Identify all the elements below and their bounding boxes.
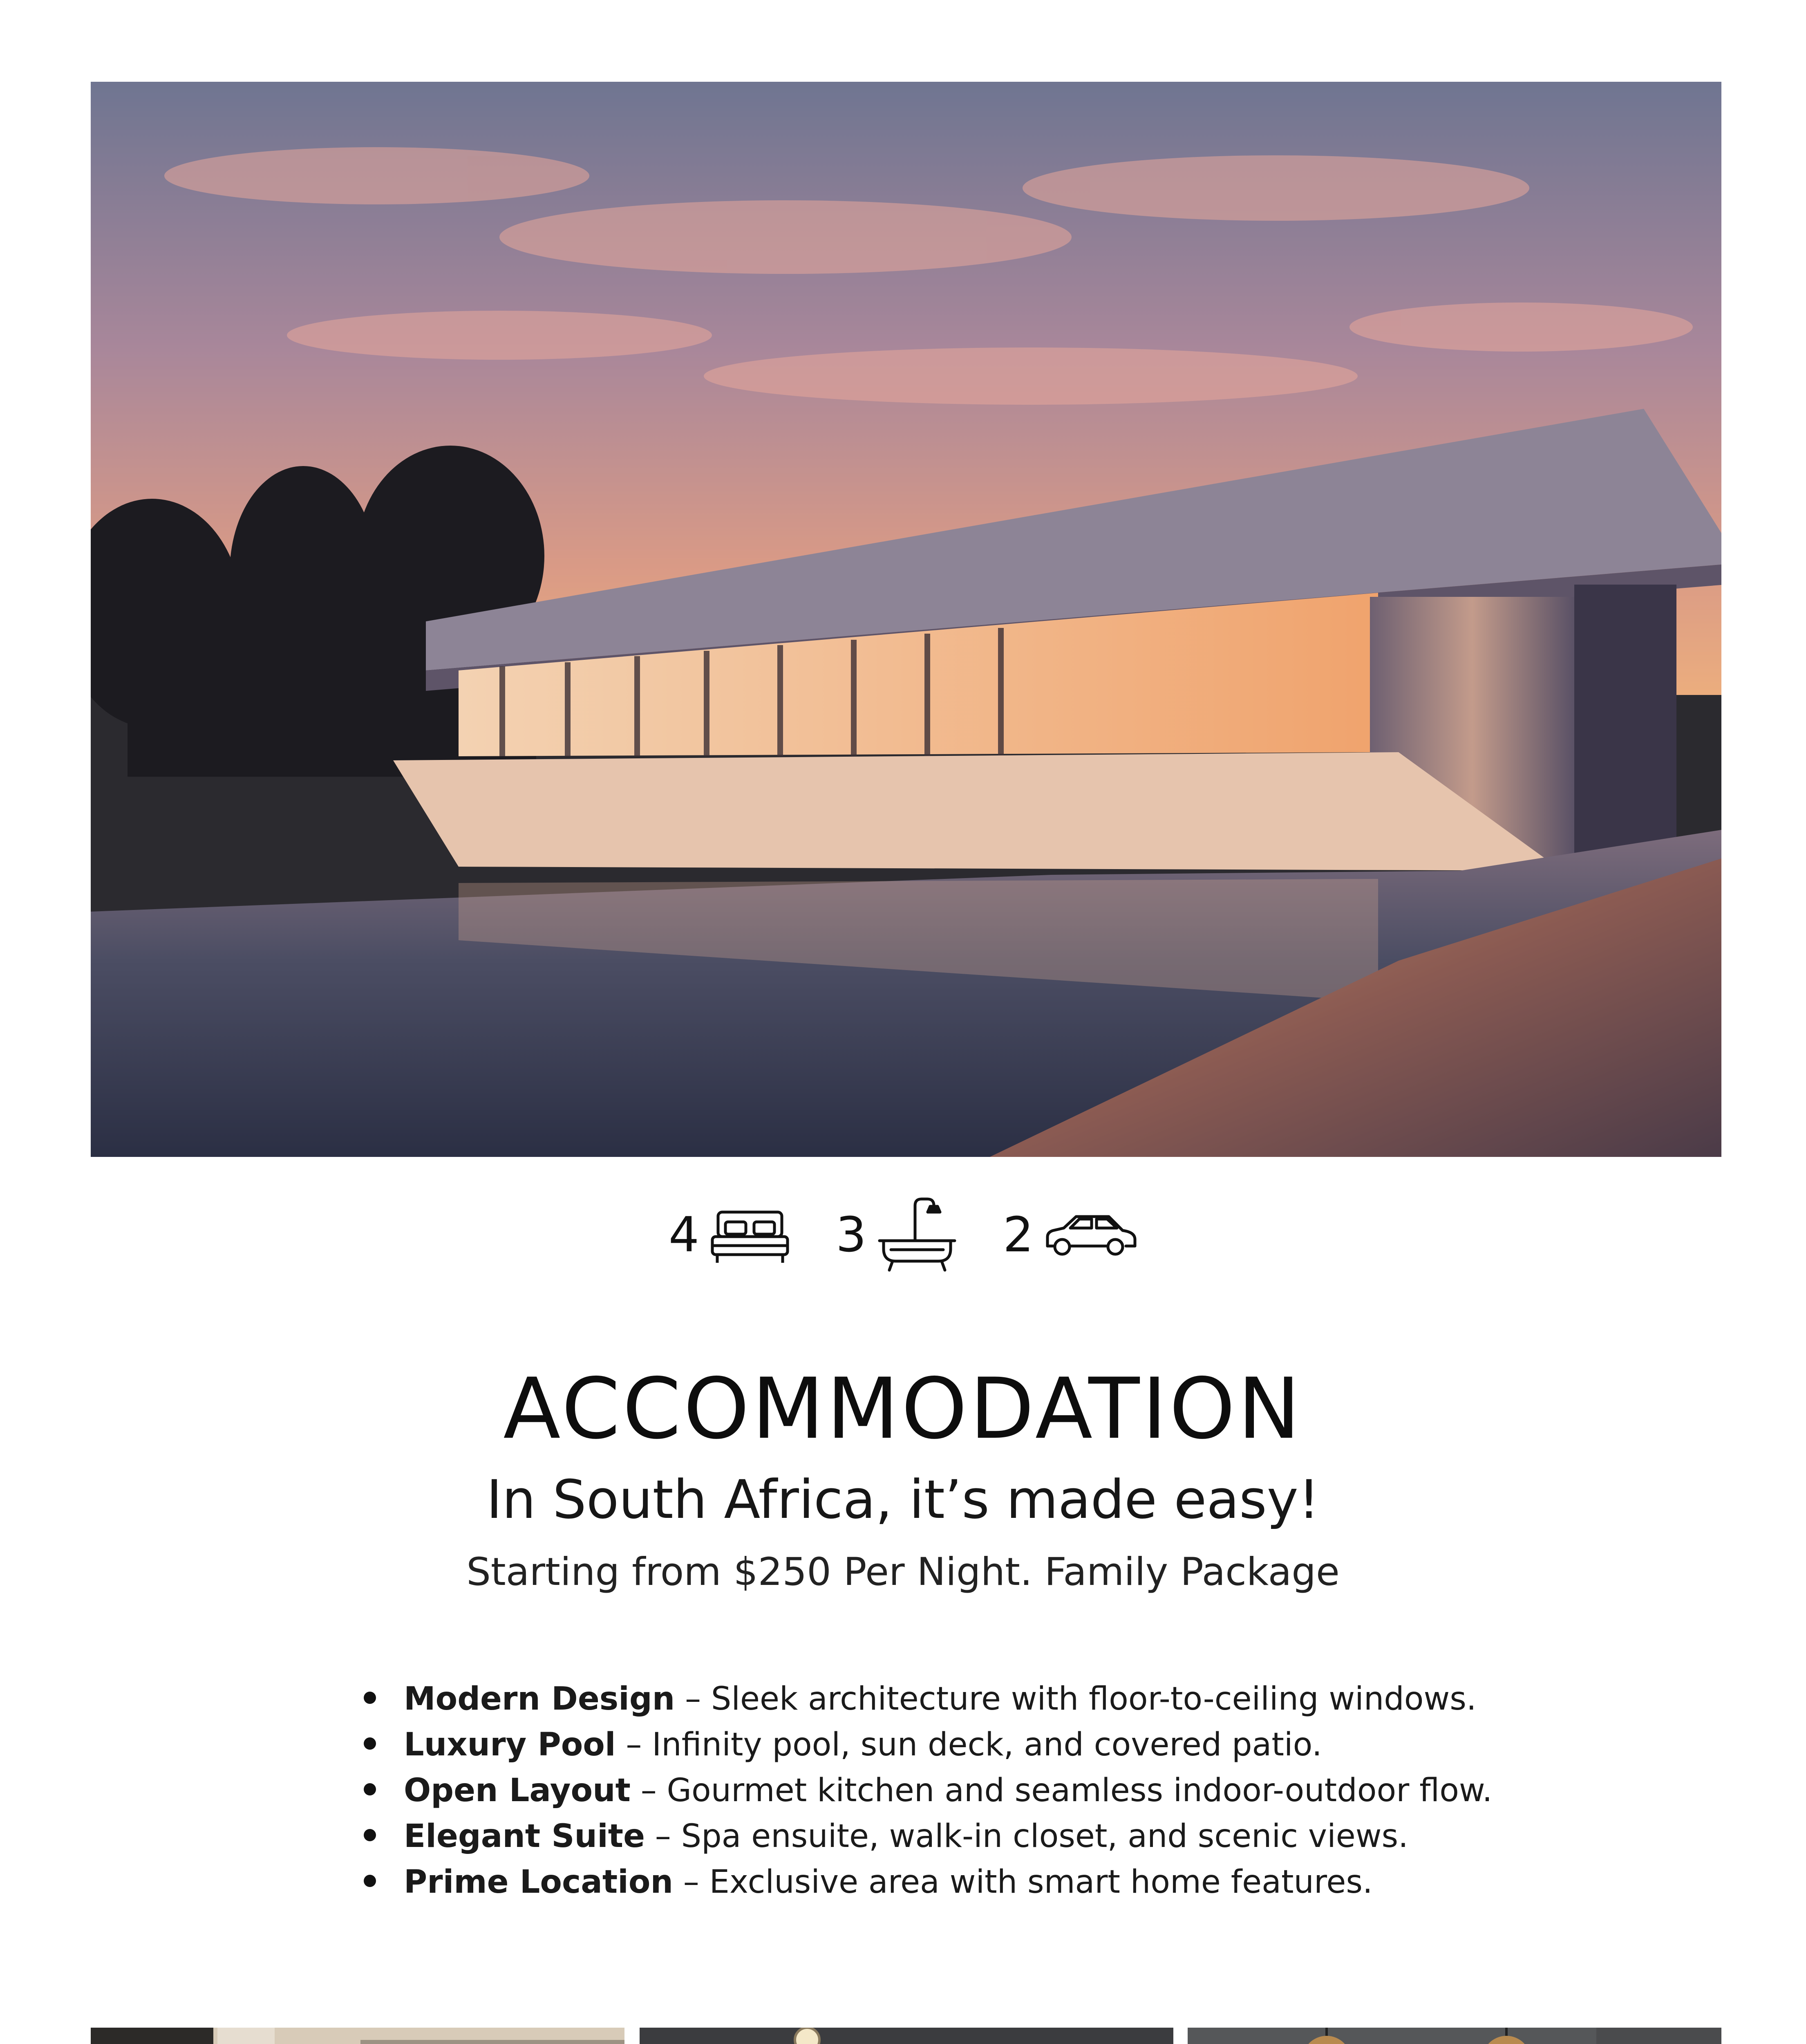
bed-icon (709, 1204, 791, 1265)
property-stats (0, 1194, 1806, 1275)
list-item (360, 1813, 1708, 1859)
list-item (360, 1676, 1708, 1722)
bedroom-photo (640, 2028, 1173, 2044)
bullet-icon (364, 1875, 376, 1887)
car-icon (1043, 1210, 1137, 1259)
feature-name: Prime Location (404, 1864, 674, 1901)
feature-desc: – Gourmet kitchen and seamless indoor-outdoor flow. (630, 1772, 1493, 1809)
bullet-icon (364, 1829, 376, 1841)
feature-desc: – Sleek architecture with floor-to-ceiling windows. (675, 1681, 1477, 1717)
living-room-photo (91, 2028, 624, 2044)
feature-desc: – Exclusive area with smart home features. (673, 1864, 1373, 1901)
feature-name: Luxury Pool (404, 1726, 616, 1763)
bedrooms-count: 4 (668, 1206, 699, 1263)
price-tagline: Starting from $250 Per Night. Family Package (466, 1550, 1340, 1594)
garages-count: 2 (1003, 1206, 1034, 1263)
bedrooms-stat (669, 1204, 791, 1265)
feature-desc: – Infinity pool, sun deck, and covered patio. (615, 1726, 1322, 1763)
feature-name: Elegant Suite (404, 1818, 645, 1855)
living-room-image (91, 2028, 624, 2044)
kitchen-image (1188, 2028, 1721, 2044)
feature-desc: – Spa ensuite, walk-in closet, and scenic views. (645, 1818, 1408, 1855)
bullet-icon (364, 1692, 376, 1704)
villa-sunset-image (91, 82, 1721, 1157)
page-subtitle: In South Africa, it’s made easy! (486, 1468, 1320, 1531)
list-item (360, 1722, 1708, 1768)
list-item (360, 1859, 1708, 1905)
bedroom-image (640, 2028, 1173, 2044)
list-item (360, 1768, 1708, 1813)
bathtub-icon (876, 1196, 958, 1273)
features-list (360, 1676, 1708, 1905)
bathrooms-count: 3 (835, 1206, 867, 1263)
bullet-icon (364, 1737, 376, 1750)
hero-photo (91, 82, 1721, 1157)
feature-name: Modern Design (404, 1681, 675, 1717)
kitchen-photo (1188, 2028, 1721, 2044)
feature-name: Open Layout (404, 1772, 631, 1809)
page-title: ACCOMMODATION (503, 1360, 1303, 1458)
bathrooms-stat (836, 1196, 958, 1273)
bullet-icon (364, 1783, 376, 1795)
garages-stat (1003, 1206, 1137, 1263)
